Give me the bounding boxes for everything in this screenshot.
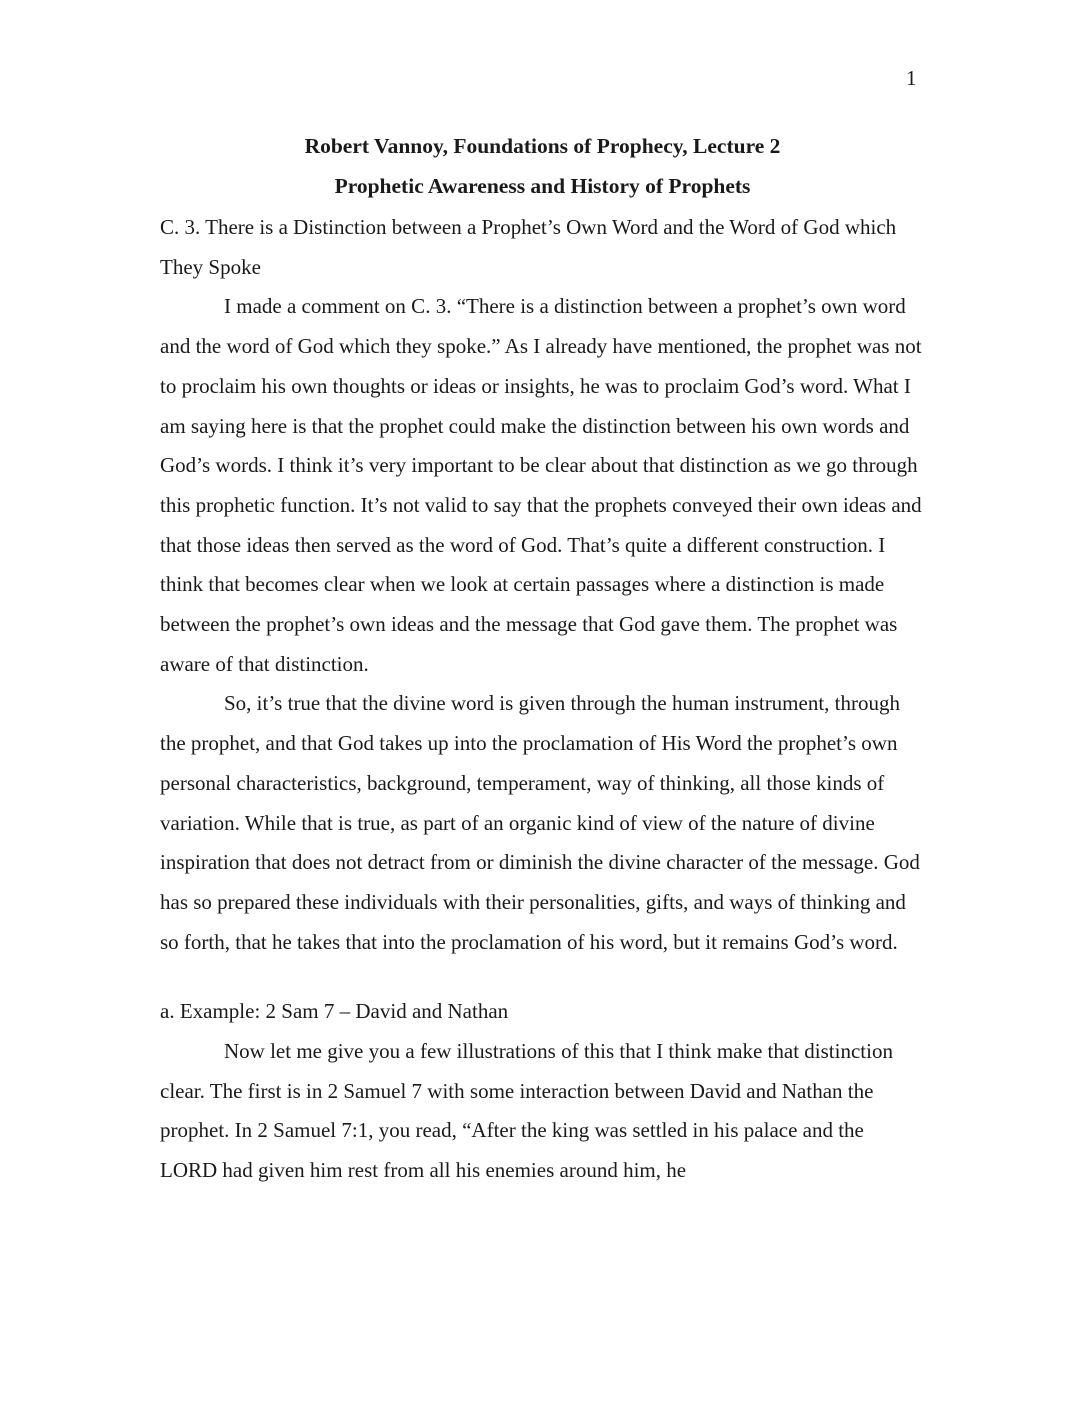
section-heading: C. 3. There is a Distinction between a Prophet’s Own Word and the Word of God which They Spoke bbox=[160, 215, 897, 279]
paragraph-3: Now let me give you a few illustrations of this that I think make that distinction clear. The first is in 2 Samuel 7 with some interaction between David and Nathan the prophet. In 2 Samuel 7:1, you read, “After the king was settled in his palace and the LORD had given him rest from all his enemies around him, he bbox=[160, 1039, 893, 1183]
paragraph-2: So, it’s true that the divine word is given through the human instrument, through the prophet, and that God takes up into the proclamation of His Word the prophet’s own personal characteristics, background, temperament, way of thinking, all those kinds of variation. While that is true, as part of an organic kind of view of the nature of divine inspiration that does not detract from or diminish the divine character of the message. God has so prepared these individuals with their personalities, gifts, and ways of thinking and so forth, that he takes that into the proclamation of his word, but it remains God’s word. bbox=[160, 691, 920, 954]
paragraph-1: I made a comment on C. 3. “There is a distinction between a prophet’s own word and the word of God which they spoke.” As I already have mentioned, the prophet was not to proclaim his own thoughts or ideas or insights, he was to proclaim God’s word. What I am saying here is that the prophet could make the distinction between his own words and God’s words. I think it’s very important to be clear about that distinction as we go through this prophetic function. It’s not valid to say that the prophets conveyed their own ideas and that those ideas then served as the word of God. That’s quite a different construction. I think that becomes clear when we look at certain passages where a distinction is made between the prophet’s own ideas and the message that God gave them. The prophet was aware of that distinction. bbox=[160, 294, 922, 676]
title-line-1: Robert Vannoy, Foundations of Prophecy, Lecture 2 bbox=[304, 134, 781, 158]
title-line-2: Prophetic Awareness and History of Prophets bbox=[334, 174, 751, 198]
document-body bbox=[160, 208, 926, 1191]
paragraph-gap bbox=[160, 962, 926, 992]
lecture-title bbox=[160, 126, 925, 206]
page-number: 1 bbox=[906, 66, 917, 90]
subheading: a. Example: 2 Sam 7 – David and Nathan bbox=[160, 999, 509, 1024]
